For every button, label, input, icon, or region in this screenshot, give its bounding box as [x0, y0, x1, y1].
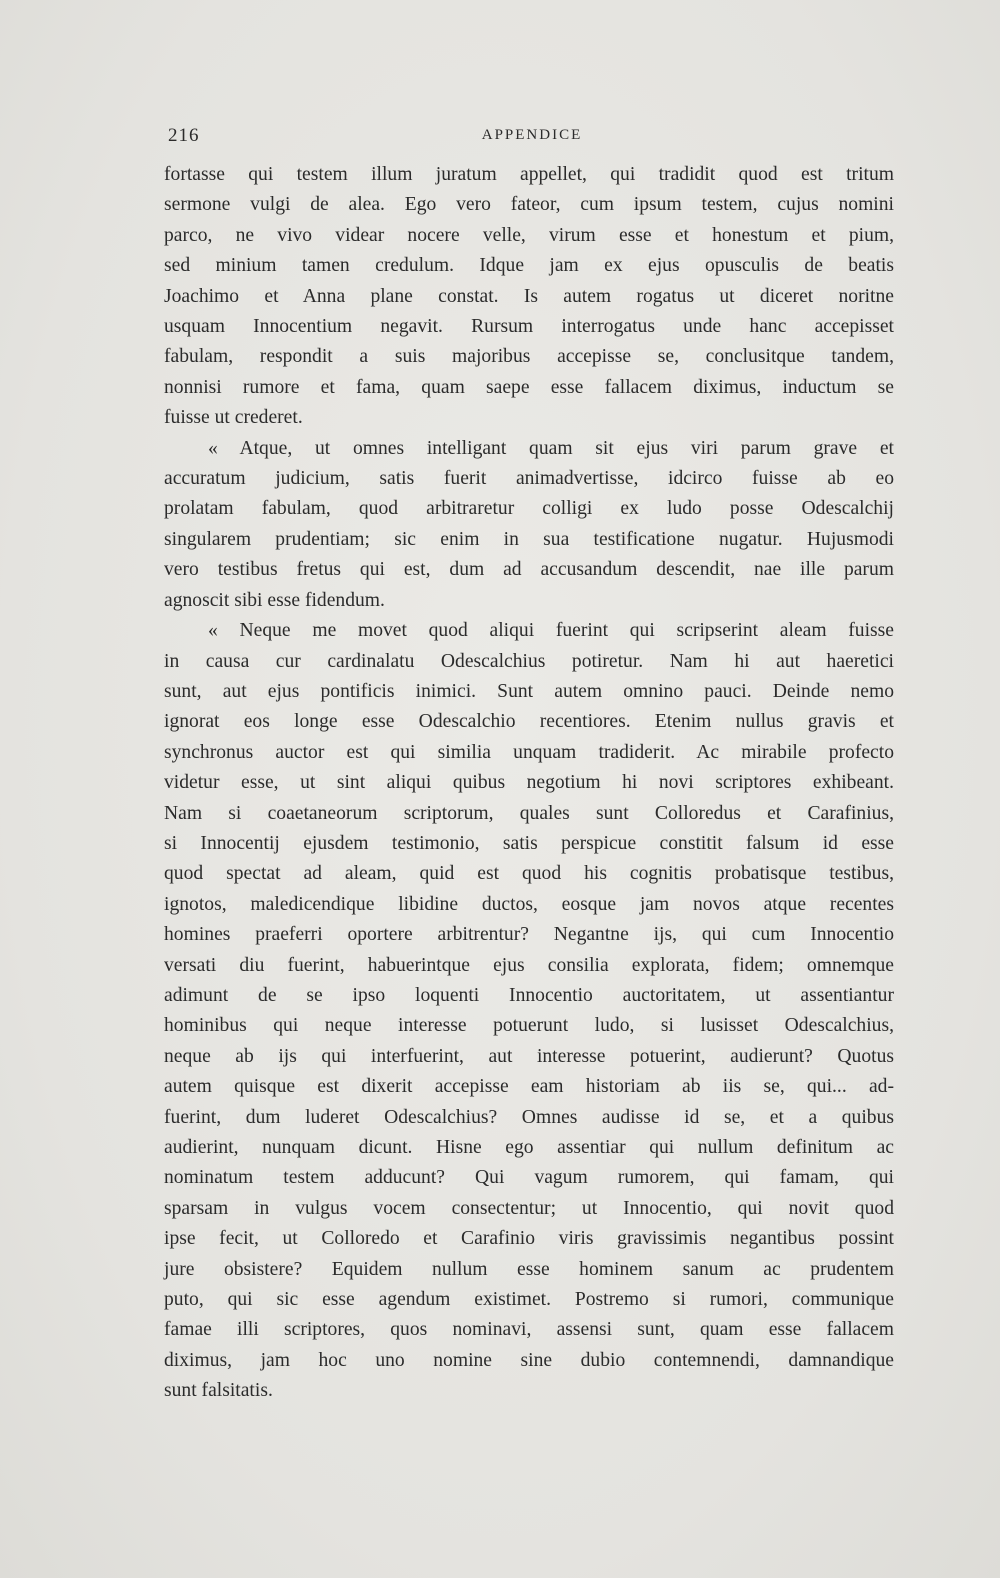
text-line: videtur esse, ut sint aliqui quibus negotium hi novi scriptores exhibeant.: [164, 772, 894, 794]
text-line: sunt, aut ejus pontificis inimici. Sunt autem omnino pauci. Deinde nemo: [164, 680, 894, 702]
text-line: audierint, nunquam dicunt. Hisne ego assentiar qui nullum definitum ac: [164, 1137, 894, 1158]
text-line: nonnisi rumore et fama, quam saepe esse fallacem diximus, inductum se: [164, 376, 894, 398]
text-line: sunt falsitatis.: [164, 1380, 273, 1402]
text-line: Joachimo et Anna plane constat. Is autem rogatus ut diceret noritne: [164, 285, 894, 307]
body-text: [164, 160, 894, 1407]
text-line: accuratum judicium, satis fuerit animadvertisse, idcirco fuisse ab eo: [164, 468, 894, 490]
text-line: homines praeferri oportere arbitrentur? Negantne ijs, qui cum Innocentio: [164, 924, 894, 946]
text-line: adimunt de se ipso loquenti Innocentio auctoritatem, ut assentiantur: [164, 984, 894, 1006]
text-line: fortasse qui testem illum juratum appellet, qui tradidit quod est tritum: [164, 164, 894, 185]
text-line: ignorat eos longe esse Odescalchio recentiores. Etenim nullus gravis et: [164, 711, 894, 733]
text-line: in causa cur cardinalatu Odescalchius potiretur. Nam hi aut haeretici: [164, 650, 894, 672]
text-line: jure obsistere? Equidem nullum esse hominem sanum ac prudentem: [164, 1258, 894, 1280]
text-line: diximus, jam hoc uno nomine sine dubio contemnendi, damnandique: [164, 1349, 894, 1371]
text-line: « Atque, ut omnes intelligant quam sit ejus viri parum grave et: [208, 437, 894, 459]
text-line: hominibus qui neque interesse potuerunt ludo, si lusisset Odescalchius,: [164, 1015, 894, 1037]
text-line: fuisse ut crederet.: [164, 407, 303, 429]
text-line: vero testibus fretus qui est, dum ad accusandum descendit, nae ille parum: [164, 559, 894, 581]
text-line: sed minium tamen credulum. Idque jam ex ejus opusculis de beatis: [164, 255, 894, 277]
section-title: APPENDICE: [481, 127, 583, 143]
text-line: synchronus auctor est qui similia unquam tradiderit. Ac mirabile profecto: [164, 741, 894, 763]
page-number: 216: [168, 125, 200, 146]
text-line: ignotos, maledicendique libidine ductos, eosque jam novos atque recentes: [164, 893, 894, 915]
text-line: parco, ne vivo videar nocere velle, virum esse et honestum et pium,: [164, 224, 894, 246]
text-line: agnoscit sibi esse fidendum.: [164, 589, 385, 611]
text-line: quod spectat ad aleam, quid est quod his cognitis probatisque testibus,: [164, 863, 894, 885]
text-line: sermone vulgi de alea. Ego vero fateor, cum ipsum testem, cujus nomini: [164, 194, 894, 216]
paragraph: [164, 616, 894, 1407]
text-line: ipse fecit, ut Colloredo et Carafinio viris gravissimis negantibus possint: [164, 1228, 894, 1250]
text-line: Nam si coaetaneorum scriptorum, quales sunt Colloredus et Carafinius,: [164, 802, 894, 824]
running-head: [168, 125, 896, 149]
text-line: fuerint, dum luderet Odescalchius? Omnes audisse id se, et a quibus: [164, 1106, 894, 1128]
text-line: puto, qui sic esse agendum existimet. Postremo si rumori, communique: [164, 1289, 894, 1311]
paragraph: [164, 434, 894, 616]
paragraph: [164, 160, 894, 434]
text-line: sparsam in vulgus vocem consectentur; ut Innocentio, qui novit quod: [164, 1197, 894, 1219]
text-line: autem quisque est dixerit accepisse eam historiam ab iis se, qui... ad-: [164, 1076, 894, 1098]
text-line: « Neque me movet quod aliqui fuerint qui scripserint aleam fuisse: [208, 620, 894, 642]
text-line: neque ab ijs qui interfuerint, aut interesse potuerint, audierunt? Quotus: [164, 1045, 894, 1067]
text-line: prolatam fabulam, quod arbitraretur colligi ex ludo posse Odescalchij: [164, 498, 894, 520]
text-line: si Innocentij ejusdem testimonio, satis perspicue constitit falsum id esse: [164, 832, 894, 854]
text-line: singularem prudentiam; sic enim in sua testificatione nugatur. Hujusmodi: [164, 528, 894, 550]
text-line: fabulam, respondit a suis majoribus accepisse se, conclusitque tandem,: [164, 346, 894, 368]
text-line: nominatum testem adducunt? Qui vagum rumorem, qui famam, qui: [164, 1167, 894, 1189]
text-line: famae illi scriptores, quos nominavi, assensi sunt, quam esse fallacem: [164, 1319, 894, 1341]
text-line: versati diu fuerint, habuerintque ejus consilia explorata, fidem; omnemque: [164, 954, 894, 976]
text-line: usquam Innocentium negavit. Rursum interrogatus unde hanc accepisset: [164, 316, 894, 338]
